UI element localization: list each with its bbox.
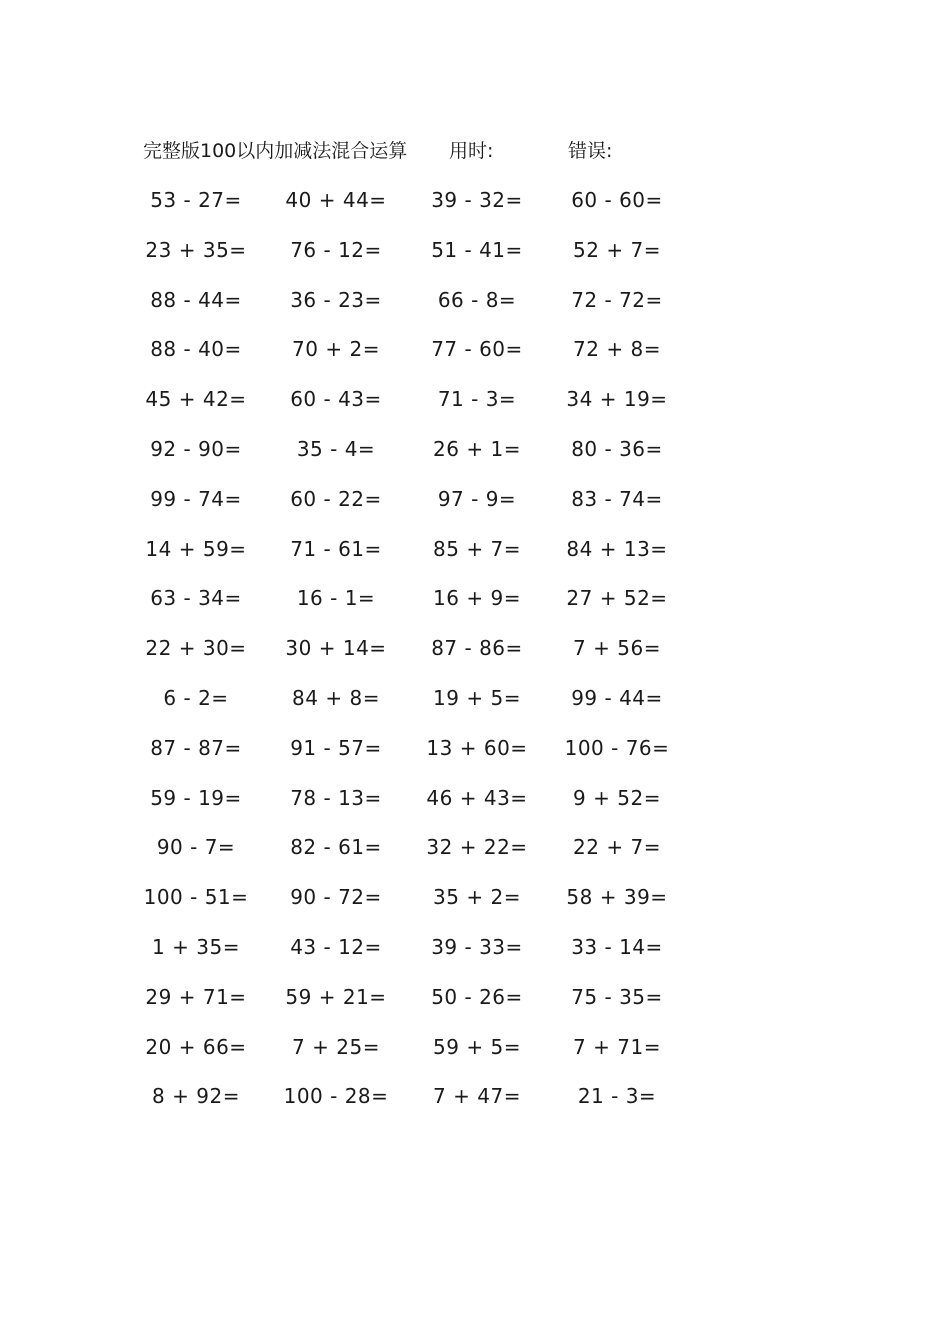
problem-row (0, 329, 950, 379)
math-problem: 46 + 43= (426, 785, 528, 810)
math-problem: 84 + 13= (566, 536, 668, 561)
problem-row (0, 280, 950, 330)
math-problem: 63 - 34= (150, 586, 242, 611)
math-problem: 59 + 5= (433, 1034, 521, 1059)
math-problem: 90 - 72= (290, 885, 382, 910)
math-problem: 22 + 7= (573, 835, 661, 860)
math-problem: 76 - 12= (290, 237, 382, 262)
problem-row (0, 728, 950, 778)
math-problem: 8 + 92= (152, 1084, 240, 1109)
problem-row (0, 230, 950, 280)
math-problem: 87 - 87= (150, 735, 242, 760)
math-problem: 72 + 8= (573, 337, 661, 362)
math-problem: 7 + 25= (292, 1034, 380, 1059)
math-problem: 53 - 27= (150, 188, 242, 212)
math-problem: 45 + 42= (145, 387, 247, 412)
math-problem: 20 + 66= (145, 1034, 247, 1059)
problem-row (0, 529, 950, 579)
math-problem: 82 - 61= (290, 835, 382, 860)
math-problem: 60 - 60= (571, 188, 663, 212)
math-problem: 80 - 36= (571, 436, 663, 461)
math-problem: 30 + 14= (285, 636, 387, 661)
math-problem: 72 - 72= (571, 287, 663, 312)
problem-row (0, 977, 950, 1027)
math-problem: 16 - 1= (296, 586, 376, 611)
math-problem: 87 - 86= (431, 636, 523, 661)
math-problem: 14 + 59= (145, 536, 247, 561)
math-problem: 75 - 35= (571, 984, 663, 1009)
math-problem: 7 + 71= (573, 1034, 661, 1059)
math-problem: 100 - 28= (283, 1084, 389, 1109)
problem-row (0, 1027, 950, 1077)
math-problem: 16 + 9= (433, 586, 521, 611)
worksheet-header (0, 136, 950, 166)
math-problem: 27 + 52= (566, 586, 668, 611)
math-problem: 9 + 52= (573, 785, 661, 810)
math-problem: 19 + 5= (433, 685, 521, 710)
problem-row (0, 678, 950, 728)
math-problem: 90 - 7= (156, 835, 236, 860)
math-problem: 51 - 41= (431, 237, 523, 262)
math-problem: 39 - 33= (431, 934, 523, 959)
math-problem: 88 - 44= (150, 287, 242, 312)
math-problem: 33 - 14= (571, 934, 663, 959)
problem-row (0, 578, 950, 628)
math-problem: 100 - 51= (143, 885, 249, 910)
problem-grid (0, 180, 950, 1126)
math-problem: 78 - 13= (290, 785, 382, 810)
math-problem: 7 + 56= (573, 636, 661, 661)
problem-row (0, 379, 950, 429)
math-problem: 84 + 8= (292, 685, 380, 710)
math-problem: 34 + 19= (566, 387, 668, 412)
math-problem: 58 + 39= (566, 885, 668, 910)
math-problem: 92 - 90= (150, 436, 242, 461)
math-problem: 60 - 43= (290, 387, 382, 412)
math-problem: 71 - 61= (290, 536, 382, 561)
math-problem: 85 + 7= (433, 536, 521, 561)
errors-label: 错误: (568, 140, 613, 162)
math-problem: 26 + 1= (433, 436, 521, 461)
math-problem: 43 - 12= (290, 934, 382, 959)
math-problem: 13 + 60= (426, 735, 528, 760)
problem-row (0, 778, 950, 828)
math-problem: 100 - 76= (564, 735, 670, 760)
math-problem: 22 + 30= (145, 636, 247, 661)
math-problem: 6 - 2= (163, 685, 229, 710)
math-problem: 21 - 3= (577, 1084, 657, 1109)
time-label: 用时: (449, 140, 494, 162)
problem-row (0, 429, 950, 479)
math-problem: 99 - 44= (571, 685, 663, 710)
math-problem: 71 - 3= (437, 387, 517, 412)
problem-row (0, 827, 950, 877)
math-problem: 32 + 22= (426, 835, 528, 860)
math-problem: 23 + 35= (145, 237, 247, 262)
math-problem: 59 - 19= (150, 785, 242, 810)
math-problem: 91 - 57= (290, 735, 382, 760)
math-problem: 83 - 74= (571, 486, 663, 511)
math-problem: 50 - 26= (431, 984, 523, 1009)
math-problem: 40 + 44= (285, 188, 387, 212)
math-problem: 36 - 23= (290, 287, 382, 312)
math-problem: 39 - 32= (431, 188, 523, 212)
page-title: 完整版100以内加减法混合运算 (143, 140, 408, 162)
problem-row (0, 479, 950, 529)
math-problem: 60 - 22= (290, 486, 382, 511)
math-problem: 66 - 8= (437, 287, 517, 312)
problem-row (0, 180, 950, 230)
math-problem: 1 + 35= (152, 934, 240, 959)
math-problem: 52 + 7= (573, 237, 661, 262)
problem-row (0, 1076, 950, 1126)
math-problem: 7 + 47= (433, 1084, 521, 1109)
problem-row (0, 927, 950, 977)
math-problem: 35 - 4= (296, 436, 376, 461)
math-problem: 29 + 71= (145, 984, 247, 1009)
problem-row (0, 628, 950, 678)
math-problem: 77 - 60= (431, 337, 523, 362)
math-problem: 97 - 9= (437, 486, 517, 511)
math-problem: 88 - 40= (150, 337, 242, 362)
math-problem: 59 + 21= (285, 984, 387, 1009)
math-problem: 35 + 2= (433, 885, 521, 910)
math-problem: 99 - 74= (150, 486, 242, 511)
math-problem: 70 + 2= (292, 337, 380, 362)
problem-row (0, 877, 950, 927)
